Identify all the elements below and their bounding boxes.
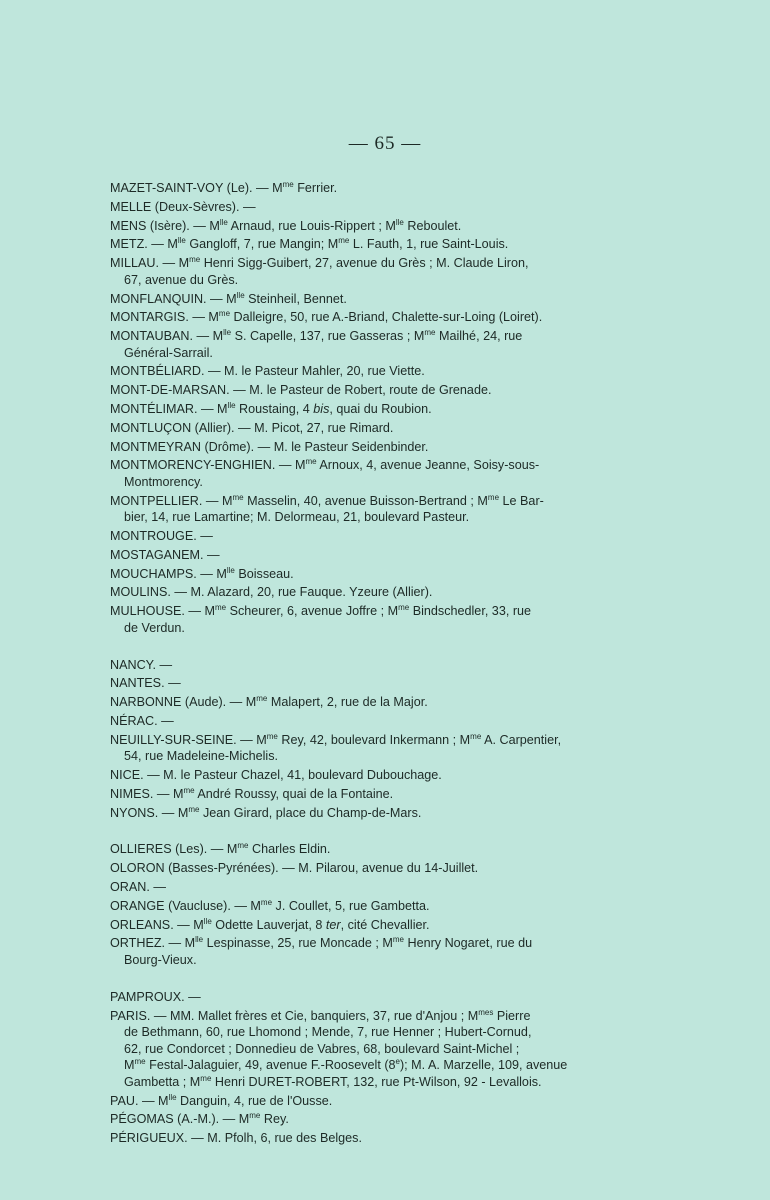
entry-continuation: 67, avenue du Grès. [124,272,239,287]
directory-entry [110,363,640,380]
directory-entry [110,767,640,784]
directory-entry [110,657,640,674]
entry-text: MOULINS. — M. Alazard, 20, rue Fauque. Yzeure (Allier). [110,585,433,600]
entry-continuation: 54, rue Madeleine-Michelis. [124,749,278,764]
entry-text: MONTMORENCY-ENGHIEN. — $M^{me}$ Arnoux, 4, avenue Jeanne, Soisy-sous- [110,457,540,473]
directory-entry [110,309,640,326]
directory-entry [110,935,640,968]
entry-text: ORLEANS. — $M^{lle}$ Odette Lauverjat, 8 ter, cité Chevallier. [110,916,430,932]
entry-text: NYONS. — $M^{me}$ Jean Girard, place du Champ-de-Mars. [110,804,422,820]
entry-text: NANCY. — [110,657,173,672]
directory-entry [110,786,640,803]
directory-entry [110,382,640,399]
entry-text: MONTBÉLIARD. — M. le Pasteur Mahler, 20, rue Viette. [110,364,425,379]
entry-text: NARBONNE (Aude). — $M^{me}$ Malapert, 2, rue de la Major. [110,694,428,710]
entry-text: METZ. — $M^{lle}$ Gangloff, 7, rue Mangin; $M^{me}$ L. Fauth, 1, rue Saint-Louis. [110,236,509,252]
entry-text: NANTES. — [110,676,181,691]
entry-text: MILLAU. — $M^{me}$ Henri Sigg-Guibert, 27, avenue du Grès ; M. Claude Liron, [110,255,529,271]
directory-entry [110,255,640,288]
entry-text: MOUCHAMPS. — $M^{lle}$ Boisseau. [110,565,294,581]
entry-continuation: Montmorency. [124,474,203,489]
entry-text: OLORON (Basses-Pyrénées). — M. Pilarou, avenue du 14-Juillet. [110,861,479,876]
directory-entry [110,860,640,877]
directory-entry [110,841,640,858]
entry-continuation: bier, 14, rue Lamartine; M. Delormeau, 21, boulevard Pasteur. [124,510,470,525]
entry-text: NÉRAC. — [110,713,174,728]
entry-text: ORANGE (Vaucluse). — $M^{me}$ J. Coullet, 5, rue Gambetta. [110,897,430,913]
entry-text: MONTPELLIER. — $M^{me}$ Masselin, 40, avenue Buisson-Bertrand ; $M^{me}$ Le Bar- [110,492,544,508]
entry-continuation: Général-Sarrail. [124,345,213,360]
directory-entry [110,199,640,216]
directory-entry [110,898,640,915]
section-gap [110,639,640,657]
directory-entry [110,291,640,308]
entry-text: MOSTAGANEM. — [110,547,220,562]
entry-text: MONTLUÇON (Allier). — M. Picot, 27, rue Rimard. [110,420,394,435]
entry-text: PAU. — $M^{lle}$ Danguin, 4, rue de l'Ousse. [110,1092,333,1108]
entry-text: MENS (Isère). — $M^{lle}$ Arnaud, rue Louis-Rippert ; $M^{lle}$ Reboulet. [110,217,462,233]
entry-text: MAZET-SAINT-VOY (Le). — $M^{me}$ Ferrier. [110,180,338,195]
page-number: — 65 — [348,133,422,154]
directory-entry [110,328,640,361]
directory-entry [110,1093,640,1110]
directory-entry [110,493,640,526]
directory-entry [110,675,640,692]
directory-entries [110,180,640,1149]
directory-entry [110,603,640,636]
entry-text: NIMES. — $M^{me}$ André Roussy, quai de la Fontaine. [110,785,394,801]
directory-entry [110,401,640,418]
entry-text: PARIS. — MM. Mallet frères et Cie, banquiers, 37, rue d'Anjou ; $M^{mes}$ Pierre [110,1007,531,1023]
directory-entry [110,879,640,896]
entry-text: OLLIERES (Les). — $M^{me}$ Charles Eldin. [110,841,331,857]
entry-text: PAMPROUX. — [110,989,201,1004]
directory-entry [110,713,640,730]
directory-entry [110,457,640,490]
entry-text: NICE. — M. le Pasteur Chazel, 41, boulevard Dubouchage. [110,768,442,783]
directory-entry [110,420,640,437]
section-gap [110,823,640,841]
entry-text: MELLE (Deux-Sèvres). — [110,199,256,214]
entry-text: MULHOUSE. — $M^{me}$ Scheurer, 6, avenue Joffre ; $M^{me}$ Bindschedler, 33, rue [110,603,532,619]
entry-text: PÉRIGUEUX. — M. Pfolh, 6, rue des Belges. [110,1131,362,1146]
entry-continuation: de Verdun. [124,620,185,635]
directory-entry [110,732,640,765]
directory-entry [110,989,640,1006]
entry-continuation: de Bethmann, 60, rue Lhomond ; Mende, 7, rue Henner ; Hubert-Cornud, 62, rue Condorcet ; Donnedieu de Vabres, 68, boulevard Saint-Michel ; $M^{me}$ Festal-Jalaguier, 49, avenue F.-Roosevelt (8e); M. A. Marzelle, 109, avenue Gambetta ; $M^{me}$ Henri DURET-ROBERT, 132, rue Pt-Wilson, 92 - Levallois. [124,1025,568,1089]
directory-entry [110,218,640,235]
entry-text: MONTAUBAN. — $M^{lle}$ S. Capelle, 137, rue Gasseras ; $M^{me}$ Mailhé, 24, rue [110,328,523,344]
directory-entry [110,547,640,564]
entry-text: ORTHEZ. — $M^{lle}$ Lespinasse, 25, rue Moncade ; $M^{me}$ Henry Nogaret, rue du [110,935,533,951]
directory-entry [110,1008,640,1091]
entry-text: MONTÉLIMAR. — $M^{lle}$ Roustaing, 4 bis, quai du Roubion. [110,401,432,416]
directory-entry [110,694,640,711]
directory-entry [110,584,640,601]
directory-entry [110,917,640,934]
entry-text: NEUILLY-SUR-SEINE. — $M^{me}$ Rey, 42, boulevard Inkermann ; $M^{me}$ A. Carpentier, [110,731,562,747]
directory-entry [110,528,640,545]
directory-entry [110,180,640,197]
entry-text: MONT-DE-MARSAN. — M. le Pasteur de Robert, route de Grenade. [110,383,492,398]
entry-text: MONTARGIS. — $M^{me}$ Dalleigre, 50, rue A.-Briand, Chalette-sur-Loing (Loiret). [110,309,543,325]
directory-entry [110,805,640,822]
section-gap [110,971,640,989]
entry-text: ORAN. — [110,880,166,894]
directory-entry [110,439,640,456]
directory-entry [110,566,640,583]
entry-text: PÉGOMAS (A.-M.). — $M^{me}$ Rey. [110,1111,289,1127]
directory-entry [110,236,640,253]
entry-text: MONTROUGE. — [110,529,213,544]
entry-text: MONFLANQUIN. — $M^{lle}$ Steinheil, Bennet. [110,290,347,306]
directory-entry [110,1111,640,1128]
entry-continuation: Bourg-Vieux. [124,952,197,967]
directory-entry [110,1130,640,1147]
entry-text: MONTMEYRAN (Drôme). — M. le Pasteur Seidenbinder. [110,439,429,454]
